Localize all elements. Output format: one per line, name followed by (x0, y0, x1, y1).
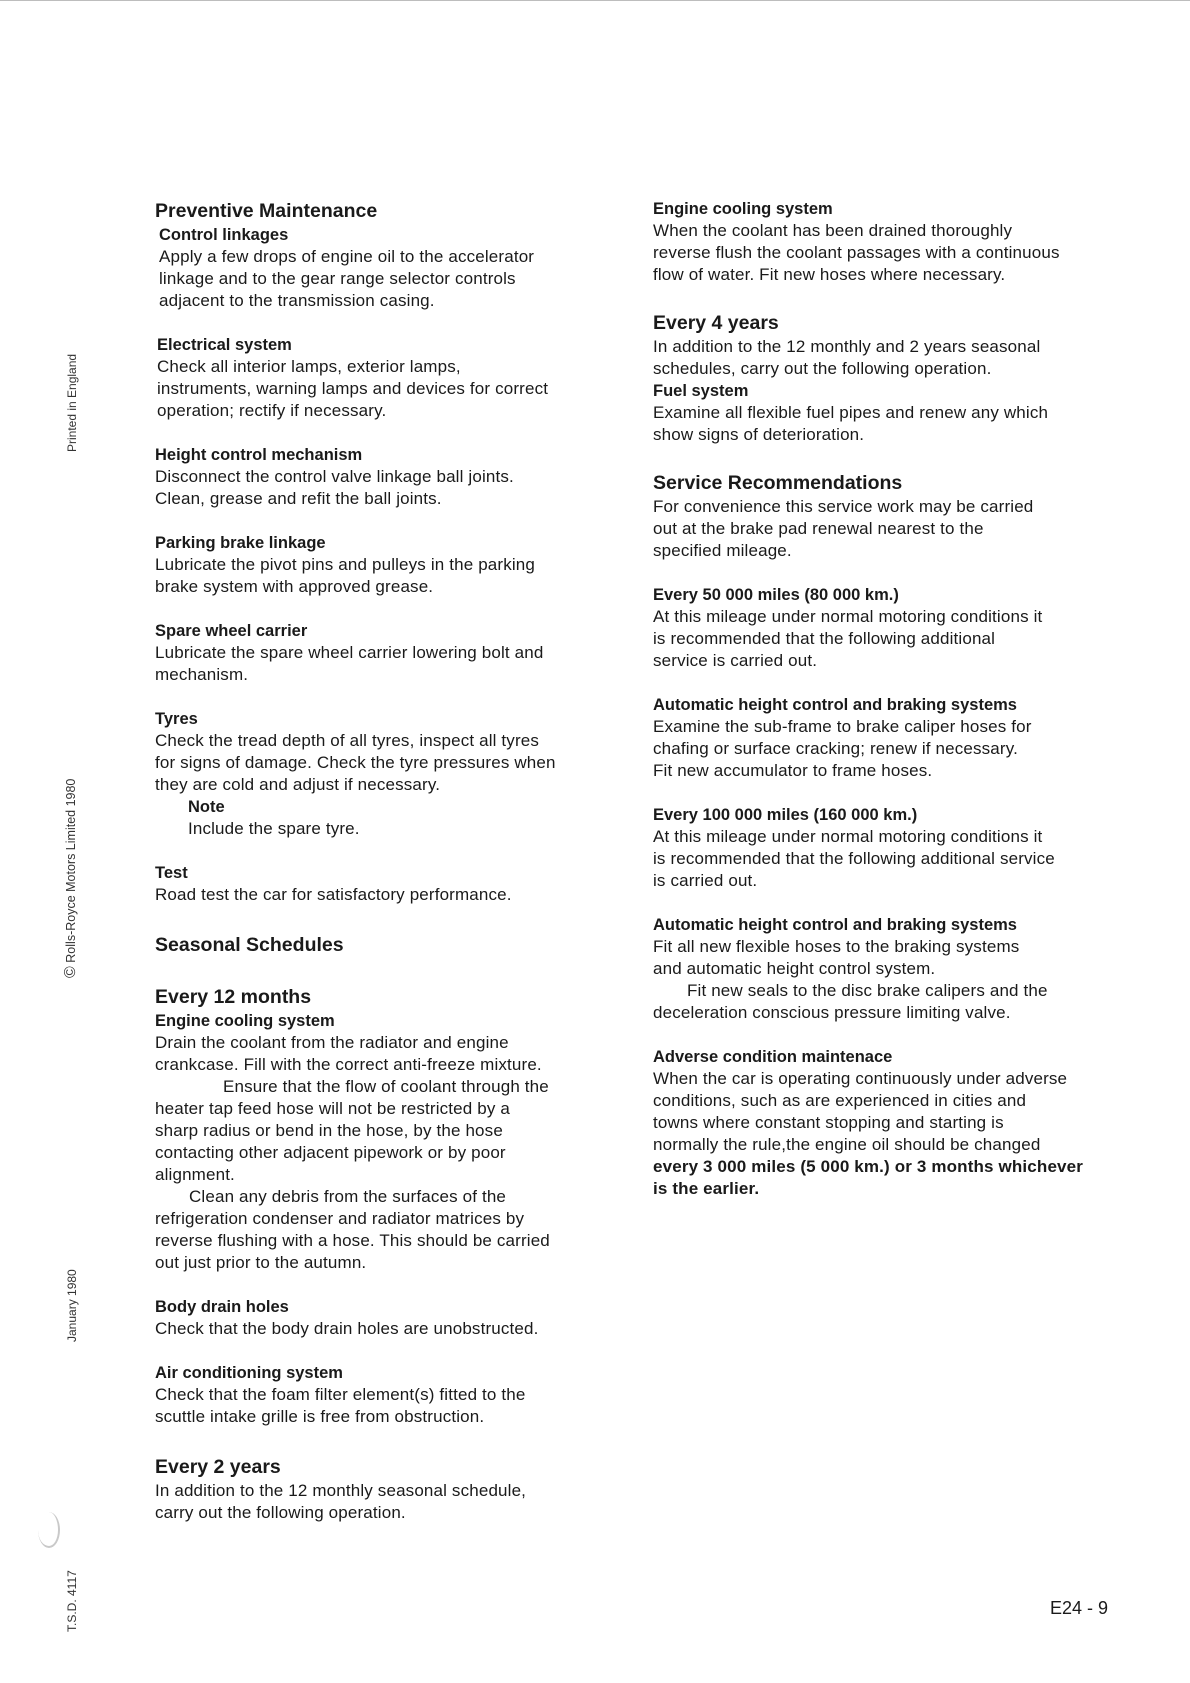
engine-cooling-heading: Engine cooling system (653, 200, 833, 218)
auto-height-1-text: Examine the sub-frame to brake caliper hoses for chafing or surface cracking; renew if necessary. Fit new accumulator to frame hoses. (653, 717, 1032, 780)
body-drain-section (155, 1296, 625, 1340)
auto-height-1-heading: Automatic height control and braking systems (653, 696, 1017, 714)
tyres-heading: Tyres (155, 710, 198, 728)
fuel-system-heading: Fuel system (653, 382, 749, 400)
tyres-text: Check the tread depth of all tyres, inspect all tyres for signs of damage. Check the tyre pressures when they are cold and adjust if necessary. (155, 731, 556, 794)
adverse-condition-heading: Adverse condition maintenace (653, 1048, 893, 1066)
page-top-border (0, 0, 1190, 1)
every-2-years-section (155, 1454, 625, 1524)
adverse-condition-section (653, 1046, 1133, 1200)
every-12-months-section (155, 984, 625, 1274)
copyright-symbol: © (62, 966, 79, 978)
tyres-section (155, 708, 625, 840)
air-conditioning-section (155, 1362, 625, 1428)
right-column (653, 198, 1133, 1200)
parking-brake-section (155, 532, 625, 598)
seasonal-schedules-heading: Seasonal Schedules (155, 934, 344, 956)
note-heading: Note (188, 798, 225, 816)
margin-tsd: T.S.D. 4117 (65, 1570, 79, 1632)
engine-cooling-12-text-2: Ensure that the flow of coolant through the heater tap feed hose will not be restricted by a sharp radius or bend in the hose, by the hose contacting other adjacent pipework or by poor alignment. (155, 1077, 549, 1184)
height-control-section (155, 444, 625, 510)
control-linkages-text: Apply a few drops of engine oil to the accelerator linkage and to the gear range selector controls adjacent to the transmission casing. (159, 247, 535, 310)
electrical-heading: Electrical system (157, 336, 292, 354)
auto-height-2-section (653, 914, 1133, 1024)
margin-printed-in-england: Printed in England (65, 353, 79, 452)
parking-brake-heading: Parking brake linkage (155, 534, 326, 552)
every-50000-text: At this mileage under normal motoring conditions it is recommended that the following additional service is carried out. (653, 607, 1043, 670)
height-control-text: Disconnect the control valve linkage ball joints. Clean, grease and refit the ball joints. (155, 467, 514, 508)
air-conditioning-heading: Air conditioning system (155, 1364, 343, 1382)
left-column (155, 198, 625, 1524)
auto-height-2-text-1: Fit all new flexible hoses to the braking systems and automatic height control system. (653, 937, 1020, 978)
engine-cooling-12-text-3: Clean any debris from the surfaces of the refrigeration condenser and radiator matrices by reverse flushing with a hose. This should be carried out just prior to the autumn. (155, 1187, 550, 1272)
electrical-section (157, 334, 625, 422)
every-2-years-heading: Every 2 years (155, 1456, 281, 1478)
scan-mark (38, 1512, 60, 1548)
page-number: E24 - 9 (1050, 1598, 1109, 1618)
body-drain-text: Check that the body drain holes are unobstructed. (155, 1319, 539, 1338)
seasonal-schedules-section (155, 932, 625, 958)
margin-date: January 1980 (65, 1269, 79, 1342)
spare-wheel-text: Lubricate the spare wheel carrier lowering bolt and mechanism. (155, 643, 544, 684)
adverse-condition-text: When the car is operating continuously under adverse conditions, such as are experienced in cities and towns where constant stopping and starting is normally the rule,the engine oil should be changed every 3 000 miles (5 000 km.) or 3 months whichever is the earlier. (653, 1069, 1084, 1198)
adverse-bold-2: is the earlier. (653, 1179, 760, 1198)
every-50000-heading: Every 50 000 miles (80 000 km.) (653, 586, 899, 604)
preventive-maintenance-section (155, 198, 625, 312)
margin-copyright: © Rolls-Royce Motors Limited 1980 (62, 778, 79, 978)
height-control-heading: Height control mechanism (155, 446, 363, 464)
every-50000-section (653, 584, 1133, 672)
every-4-years-heading: Every 4 years (653, 312, 779, 334)
body-drain-heading: Body drain holes (155, 1298, 289, 1316)
every-2-years-text: In addition to the 12 monthly seasonal schedule, carry out the following operation. (155, 1481, 527, 1522)
fuel-system-text: Examine all flexible fuel pipes and renew any which show signs of deterioration. (653, 403, 1049, 444)
service-recommendations-heading: Service Recommendations (653, 472, 903, 494)
test-section (155, 862, 625, 906)
note-text: Include the spare tyre. (188, 819, 360, 838)
every-4-years-section (653, 310, 1133, 446)
engine-cooling-text: When the coolant has been drained thoroughly reverse flush the coolant passages with a continuous flow of water. Fit new hoses where necessary. (653, 221, 1060, 284)
engine-cooling-12-heading: Engine cooling system (155, 1012, 335, 1030)
test-text: Road test the car for satisfactory performance. (155, 885, 512, 904)
auto-height-1-section (653, 694, 1133, 782)
adverse-bold-1: every 3 000 miles (5 000 km.) or 3 months whichever (653, 1157, 1084, 1176)
control-linkages-heading: Control linkages (159, 226, 289, 244)
every-100000-heading: Every 100 000 miles (160 000 km.) (653, 806, 918, 824)
engine-cooling-section (653, 198, 1133, 286)
every-4-years-text: In addition to the 12 monthly and 2 years seasonal schedules, carry out the following operation. (653, 337, 1041, 378)
auto-height-2-heading: Automatic height control and braking systems (653, 916, 1017, 934)
spare-wheel-section (155, 620, 625, 686)
parking-brake-text: Lubricate the pivot pins and pulleys in the parking brake system with approved grease. (155, 555, 535, 596)
spare-wheel-heading: Spare wheel carrier (155, 622, 308, 640)
engine-cooling-12-text-1: Drain the coolant from the radiator and engine crankcase. Fill with the correct anti-freeze mixture. (155, 1033, 542, 1074)
service-recommendations-text: For convenience this service work may be carried out at the brake pad renewal nearest to the specified mileage. (653, 497, 1034, 560)
tyres-note (155, 796, 625, 840)
every-100000-text: At this mileage under normal motoring conditions it is recommended that the following additional service is carried out. (653, 827, 1055, 890)
air-conditioning-text: Check that the foam filter element(s) fitted to the scuttle intake grille is free from obstruction. (155, 1385, 526, 1426)
every-12-months-heading: Every 12 months (155, 986, 312, 1008)
test-heading: Test (155, 864, 188, 882)
electrical-text: Check all interior lamps, exterior lamps, instruments, warning lamps and devices for correct operation; rectify if necessary. (157, 357, 549, 420)
every-100000-section (653, 804, 1133, 892)
preventive-maintenance-heading: Preventive Maintenance (155, 200, 378, 222)
service-recommendations-section (653, 470, 1133, 562)
auto-height-2-text-2: Fit new seals to the disc brake calipers and the deceleration conscious pressure limiting valve. (653, 981, 1048, 1022)
